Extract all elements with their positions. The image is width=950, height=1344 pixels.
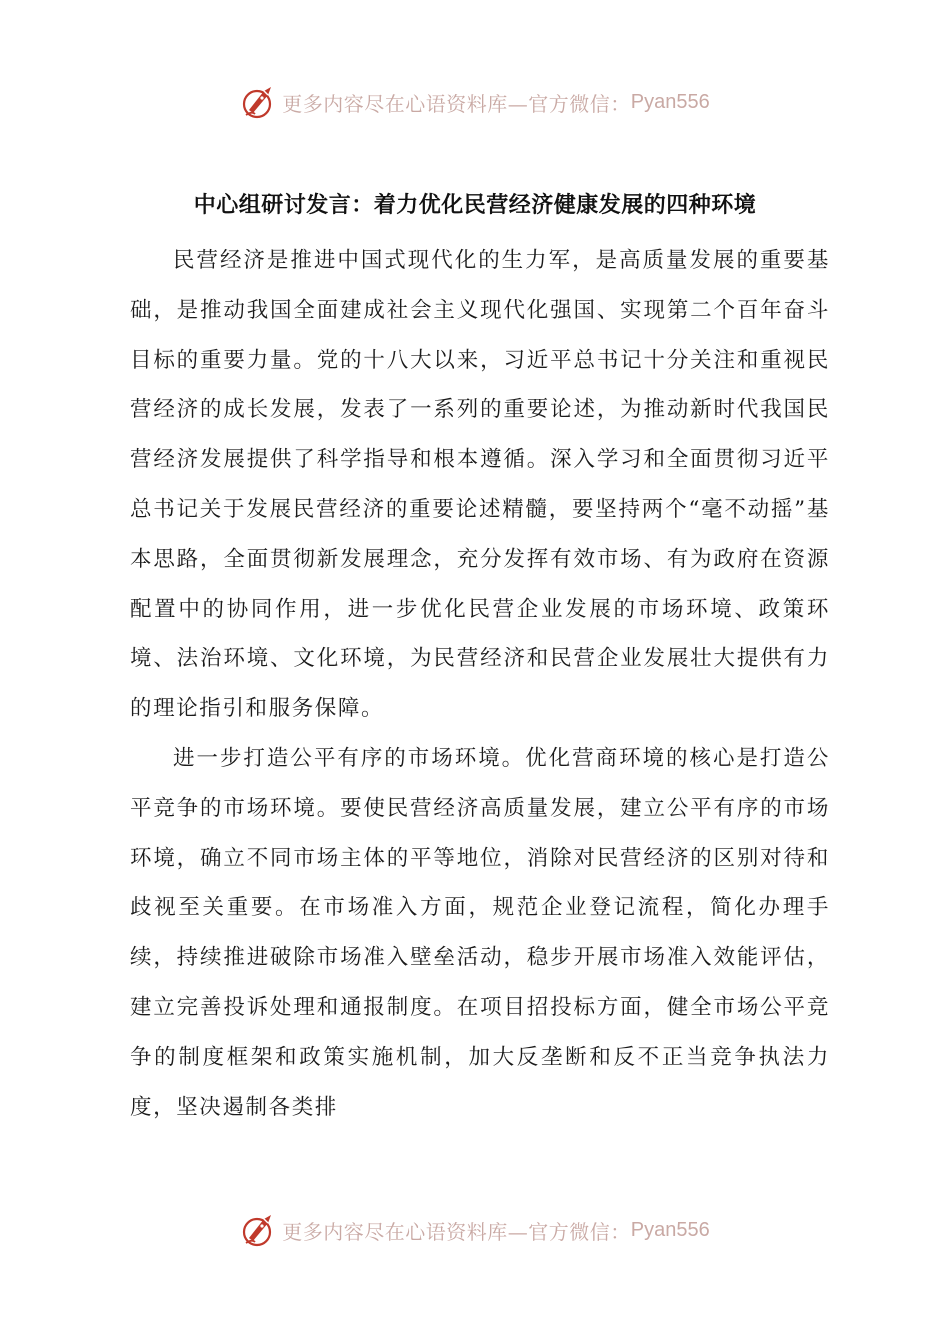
footer-banner-wechat-id: Pyan556 (630, 1218, 710, 1241)
pen-nib-logo-icon (240, 83, 278, 121)
header-banner-text: 更多内容尽在心语资料库—官方微信： (282, 91, 631, 116)
footer-banner (0, 1208, 950, 1252)
document-title: 中心组研讨发言：着力优化民营经济健康发展的四种环境 (193, 193, 757, 218)
paragraph-market-environment: 进一步打造公平有序的市场环境。优化营商环境的核心是打造公平竞争的市场环境。要使民营经济高质量发展，建立公平有序的市场环境，确立不同市场主体的平等地位，消除对民营经济的区别对待和歧视至关重要。在市场准入方面，规范企业登记流程，简化办理手续，持续推进破除市场准入壁垒活动，稳步开展市场准入效能评估，建立完善投诉处理和通报制度。在项目招投标方面，健全市场公平竞争的制度框架和政策实施机制，加大反垄断和反不正当竞争执法力度，坚决遏制各类排 (130, 745, 830, 1120)
header-banner (0, 80, 950, 124)
document-body (130, 236, 830, 1132)
pen-nib-logo-icon (240, 1211, 278, 1249)
footer-banner-text: 更多内容尽在心语资料库—官方微信： (282, 1219, 631, 1244)
paragraph-intro: 民营经济是推进中国式现代化的生力军，是高质量发展的重要基础，是推动我国全面建成社会主义现代化强国、实现第二个百年奋斗目标的重要力量。党的十八大以来，习近平总书记十分关注和重视民营经济的成长发展，发表了一系列的重要论述，为推动新时代我国民营经济发展提供了科学指导和根本遵循。深入学习和全面贯彻习近平总书记关于发展民营经济的重要论述精髓，要坚持两个“毫不动摇”基本思路，全面贯彻新发展理念，充分发挥有效市场、有为政府在资源配置中的协同作用，进一步优化民营企业发展的市场环境、政策环境、法治环境、文化环境，为民营经济和民营企业发展壮大提供有力的理论指引和服务保障。 (130, 248, 830, 722)
header-banner-wechat-id: Pyan556 (630, 90, 710, 113)
